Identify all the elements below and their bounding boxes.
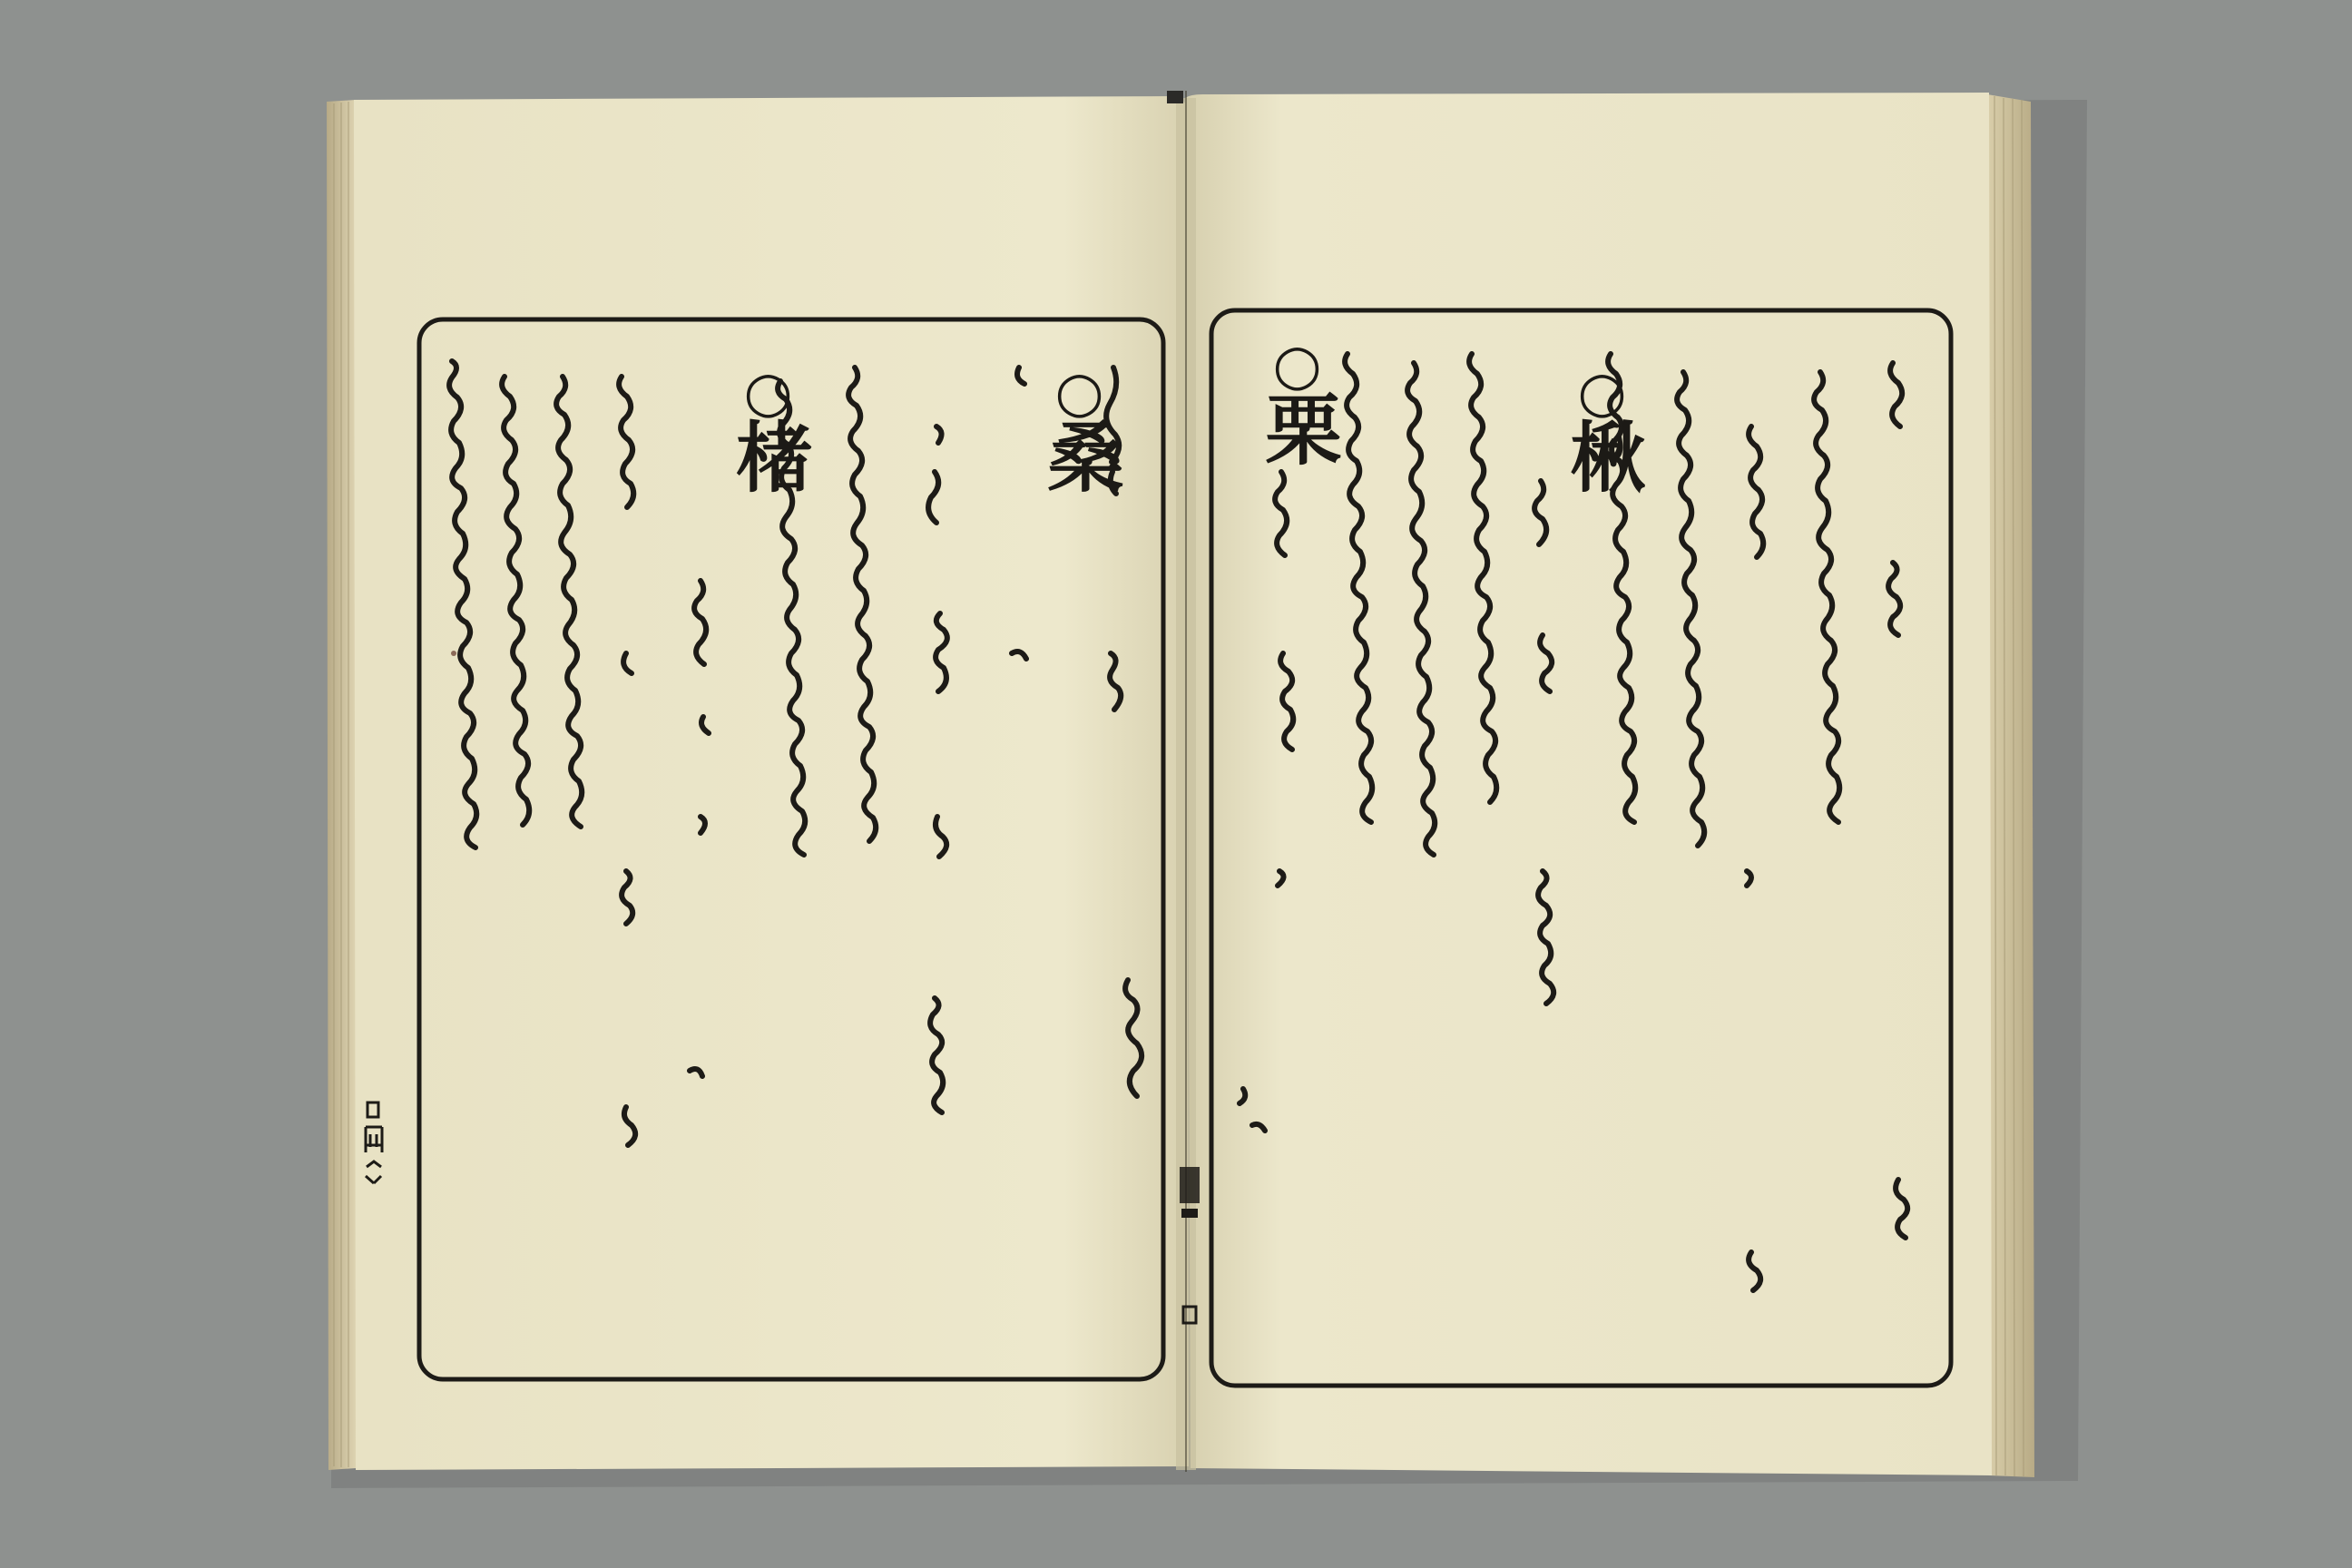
right-heading-hisagi-marker: ○ [1569, 358, 1635, 428]
left-heading-kuwa: 桑 [1035, 417, 1125, 497]
right-heading-kuri-marker: ○ [1264, 331, 1330, 401]
right-page [1185, 93, 1992, 1475]
left-heading-kuwa-marker: ○ [1046, 358, 1112, 428]
right-heading-kuri: 栗 [1253, 390, 1343, 470]
right-heading-hisagi: 楸 [1558, 417, 1648, 497]
left-heading-kaji: 楮 [724, 417, 814, 497]
left-page [354, 96, 1189, 1470]
left-heading-kaji-marker: ○ [735, 358, 801, 428]
